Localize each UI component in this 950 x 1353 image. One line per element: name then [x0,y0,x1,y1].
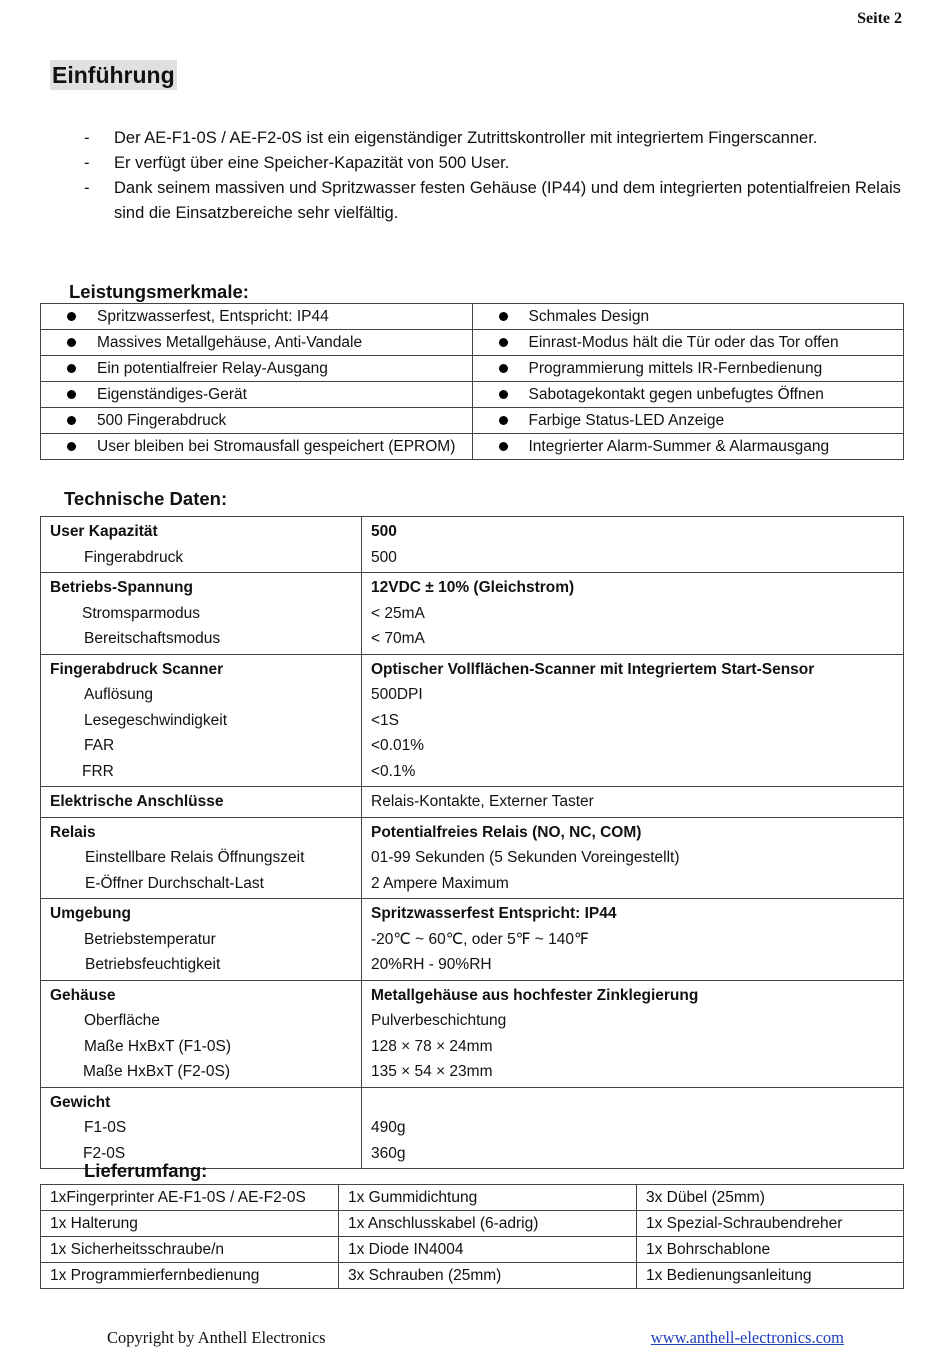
spec-labels [41,573,362,655]
spec-item-label: E-Öffner Durchschalt-Last [85,874,264,892]
spec-values [362,787,904,818]
spec-group-value: Spritzwasserfest Entspricht: IP44 [371,905,617,922]
spec-group [41,517,904,573]
delivery-cell: 1x Gummidichtung [339,1185,637,1211]
feature-cell [41,330,473,356]
feature-cell [472,330,904,356]
bullet-icon [67,390,76,399]
feature-cell [41,434,473,460]
spec-labels [41,980,362,1087]
spec-item-label: Maße HxBxT (F2-0S) [83,1063,230,1080]
feature-item [41,308,472,326]
spec-item-label: Fingerabdruck [84,548,184,566]
delivery-table [40,1184,904,1289]
spec-values [362,654,904,787]
spec-values [362,1087,904,1169]
feature-text: Einrast-Modus hält die Tür oder das Tor offen [528,333,839,351]
spec-group-label: Gewicht [50,1093,111,1111]
feature-row [41,434,904,460]
spec-item-value: 135 × 54 × 23mm [371,1063,493,1080]
spec-item-value: -20℃ ~ 60℃, oder 5℉ ~ 140℉ [371,930,589,948]
spec-group [41,573,904,655]
delivery-row [41,1263,904,1289]
delivery-cell: 1x Bohrschablone [637,1237,904,1263]
delivery-cell: 1x Halterung [41,1211,339,1237]
delivery-row [41,1185,904,1211]
spec-item-label: Stromsparmodus [82,604,201,622]
delivery-cell: 1x Sicherheitsschraube/n [41,1237,339,1263]
spec-labels [41,817,362,899]
feature-text: Programmierung mittels IR-Fernbedienung [528,359,823,377]
intro-list [84,126,904,226]
feature-cell [472,356,904,382]
bullet-icon [499,416,508,425]
spec-item-label: F2-0S [83,1144,126,1162]
spec-values [362,899,904,981]
spec-group-value: Optischer Vollflächen-Scanner mit Integriertem Start-Sensor [371,660,815,678]
spec-group [41,1087,904,1169]
intro-item: - Der AE-F1-0S / AE-F2-0S ist ein eigenständiger Zutrittskontroller mit integriertem Fingerscanner. [84,126,904,151]
delivery-heading: Lieferumfang: [84,1160,208,1181]
delivery-cell: 1x Programmierfernbedienung [41,1263,339,1289]
spec-item-value: 128 × 78 × 24mm [371,1037,493,1055]
spec-group-label: Elektrische Anschlüsse [50,793,224,810]
feature-cell [472,434,904,460]
copyright-text: Copyright by Anthell Electronics [107,1328,326,1347]
delivery-cell: 1x Anschlusskabel (6-adrig) [339,1211,637,1237]
spec-item-label: F1-0S [84,1119,127,1136]
bullet-icon [67,364,76,373]
features-table [40,303,904,460]
spec-item-value: 20%RH - 90%RH [371,956,492,973]
spec-values [362,573,904,655]
feature-cell [41,408,473,434]
delivery-row [41,1237,904,1263]
spec-group [41,787,904,818]
bullet-icon [67,442,76,451]
spec-group-value [371,1090,903,1116]
spec-labels [41,899,362,981]
bullet-icon [67,338,76,347]
bullet-icon [67,312,76,321]
feature-text: User bleiben bei Stromausfall gespeichert (EPROM) [97,437,456,455]
spec-group-value: 500 [371,523,397,540]
feature-cell [41,382,473,408]
website-link[interactable]: www.anthell-electronics.com [650,1328,844,1347]
spec-group-label: Relais [50,823,96,841]
spec-group-label: Betriebs-Spannung [50,579,193,596]
spec-group-value: Metallgehäuse aus hochfester Zinklegierung [371,986,699,1004]
spec-item-value: Pulverbeschichtung [371,1012,507,1029]
spec-item-value: 01-99 Sekunden (5 Sekunden Voreingestellt) [371,849,680,866]
spec-item-value: 490g [371,1119,406,1136]
delivery-cell: 1x Bedienungsanleitung [637,1263,904,1289]
spec-item-label: Maße HxBxT (F1-0S) [84,1037,231,1055]
specs-heading: Technische Daten: [64,488,228,509]
spec-group-label: Umgebung [50,905,131,922]
spec-item-label: Bereitschaftsmodus [84,630,221,647]
spec-values [362,980,904,1087]
spec-item-value: < 70mA [371,630,425,647]
feature-cell [472,382,904,408]
feature-item [41,438,472,456]
spec-values [362,517,904,573]
feature-row [41,408,904,434]
spec-item-label: Betriebsfeuchtigkeit [85,956,221,973]
spec-labels [41,787,362,818]
feature-item [41,360,472,378]
spec-labels [41,517,362,573]
spec-item-value: 500 [371,548,397,566]
bullet-icon [499,338,508,347]
feature-cell [472,304,904,330]
feature-item [473,412,904,430]
spec-item-label: Betriebstemperatur [84,930,216,948]
delivery-cell: 3x Schrauben (25mm) [339,1263,637,1289]
feature-text: Massives Metallgehäuse, Anti-Vandale [97,333,363,351]
spec-group-label: Fingerabdruck Scanner [50,660,224,678]
bullet-icon [499,390,508,399]
feature-item [41,334,472,352]
specs-table [40,516,904,1169]
feature-item [473,386,904,404]
bullet-icon [499,364,508,373]
feature-text: 500 Fingerabdruck [97,411,227,429]
spec-group [41,980,904,1087]
spec-values [362,817,904,899]
feature-cell [472,408,904,434]
spec-group-value: Relais-Kontakte, Externer Taster [371,793,594,810]
delivery-cell: 1x Diode IN4004 [339,1237,637,1263]
delivery-cell: 1x Spezial-Schraubendreher [637,1211,904,1237]
spec-item-label: Auflösung [84,686,153,703]
feature-cell [41,304,473,330]
feature-text: Farbige Status-LED Anzeige [528,411,725,429]
feature-item [41,412,472,430]
spec-group [41,654,904,787]
feature-item [41,386,472,404]
spec-item-label: Oberfläche [84,1012,160,1029]
spec-item-value: 500DPI [371,686,423,703]
spec-item-label: FAR [84,737,115,754]
feature-text: Ein potentialfreier Relay-Ausgang [97,359,328,377]
spec-item-label: Einstellbare Relais Öffnungszeit [85,849,305,866]
bullet-icon [499,312,508,321]
feature-text: Sabotagekontakt gegen unbefugtes Öffnen [528,385,824,403]
spec-group-value: 12VDC ± 10% (Gleichstrom) [371,579,575,596]
spec-item-value: <0.01% [371,737,425,754]
delivery-row [41,1211,904,1237]
spec-item-value: 2 Ampere Maximum [371,874,509,892]
feature-item [473,360,904,378]
spec-group-value: Potentialfreies Relais (NO, NC, COM) [371,823,642,841]
feature-text: Integrierter Alarm-Summer & Alarmausgang [528,437,830,455]
feature-cell [41,356,473,382]
feature-item [473,438,904,456]
spec-labels [41,654,362,787]
spec-item-label: Lesegeschwindigkeit [84,711,228,729]
feature-item [473,334,904,352]
feature-row [41,356,904,382]
feature-row [41,382,904,408]
feature-row [41,304,904,330]
intro-item: - Er verfügt über eine Speicher-Kapazität von 500 User. [84,151,904,176]
feature-item [473,308,904,326]
feature-text: Schmales Design [528,307,650,325]
spec-group-label: Gehäuse [50,986,116,1004]
spec-item-value: <1S [371,711,400,729]
page-number: Seite 2 [857,10,902,27]
feature-text: Spritzwasserfest, Entspricht: IP44 [97,307,329,325]
feature-text: Eigenständiges-Gerät [97,385,247,403]
bullet-icon [67,416,76,425]
spec-group [41,899,904,981]
delivery-cell: 3x Dübel (25mm) [637,1185,904,1211]
delivery-cell: 1xFingerprinter AE-F1-0S / AE-F2-0S [41,1185,339,1211]
spec-item-value: 360g [371,1144,406,1162]
spec-item-value: < 25mA [371,604,425,622]
spec-group-label: User Kapazität [50,523,158,540]
page-title: Einführung [52,62,175,88]
intro-item: - Dank seinem massiven und Spritzwasser festen Gehäuse (IP44) und dem integrierten potentialfreien Relais sind die Einsatzbereiche sehr vielfältig. [84,176,904,226]
feature-row [41,330,904,356]
spec-item-label: FRR [82,762,114,780]
features-heading: Leistungsmerkmale: [69,281,249,302]
bullet-icon [499,442,508,451]
spec-item-value: <0.1% [371,762,416,780]
spec-labels [41,1087,362,1169]
spec-group [41,817,904,899]
